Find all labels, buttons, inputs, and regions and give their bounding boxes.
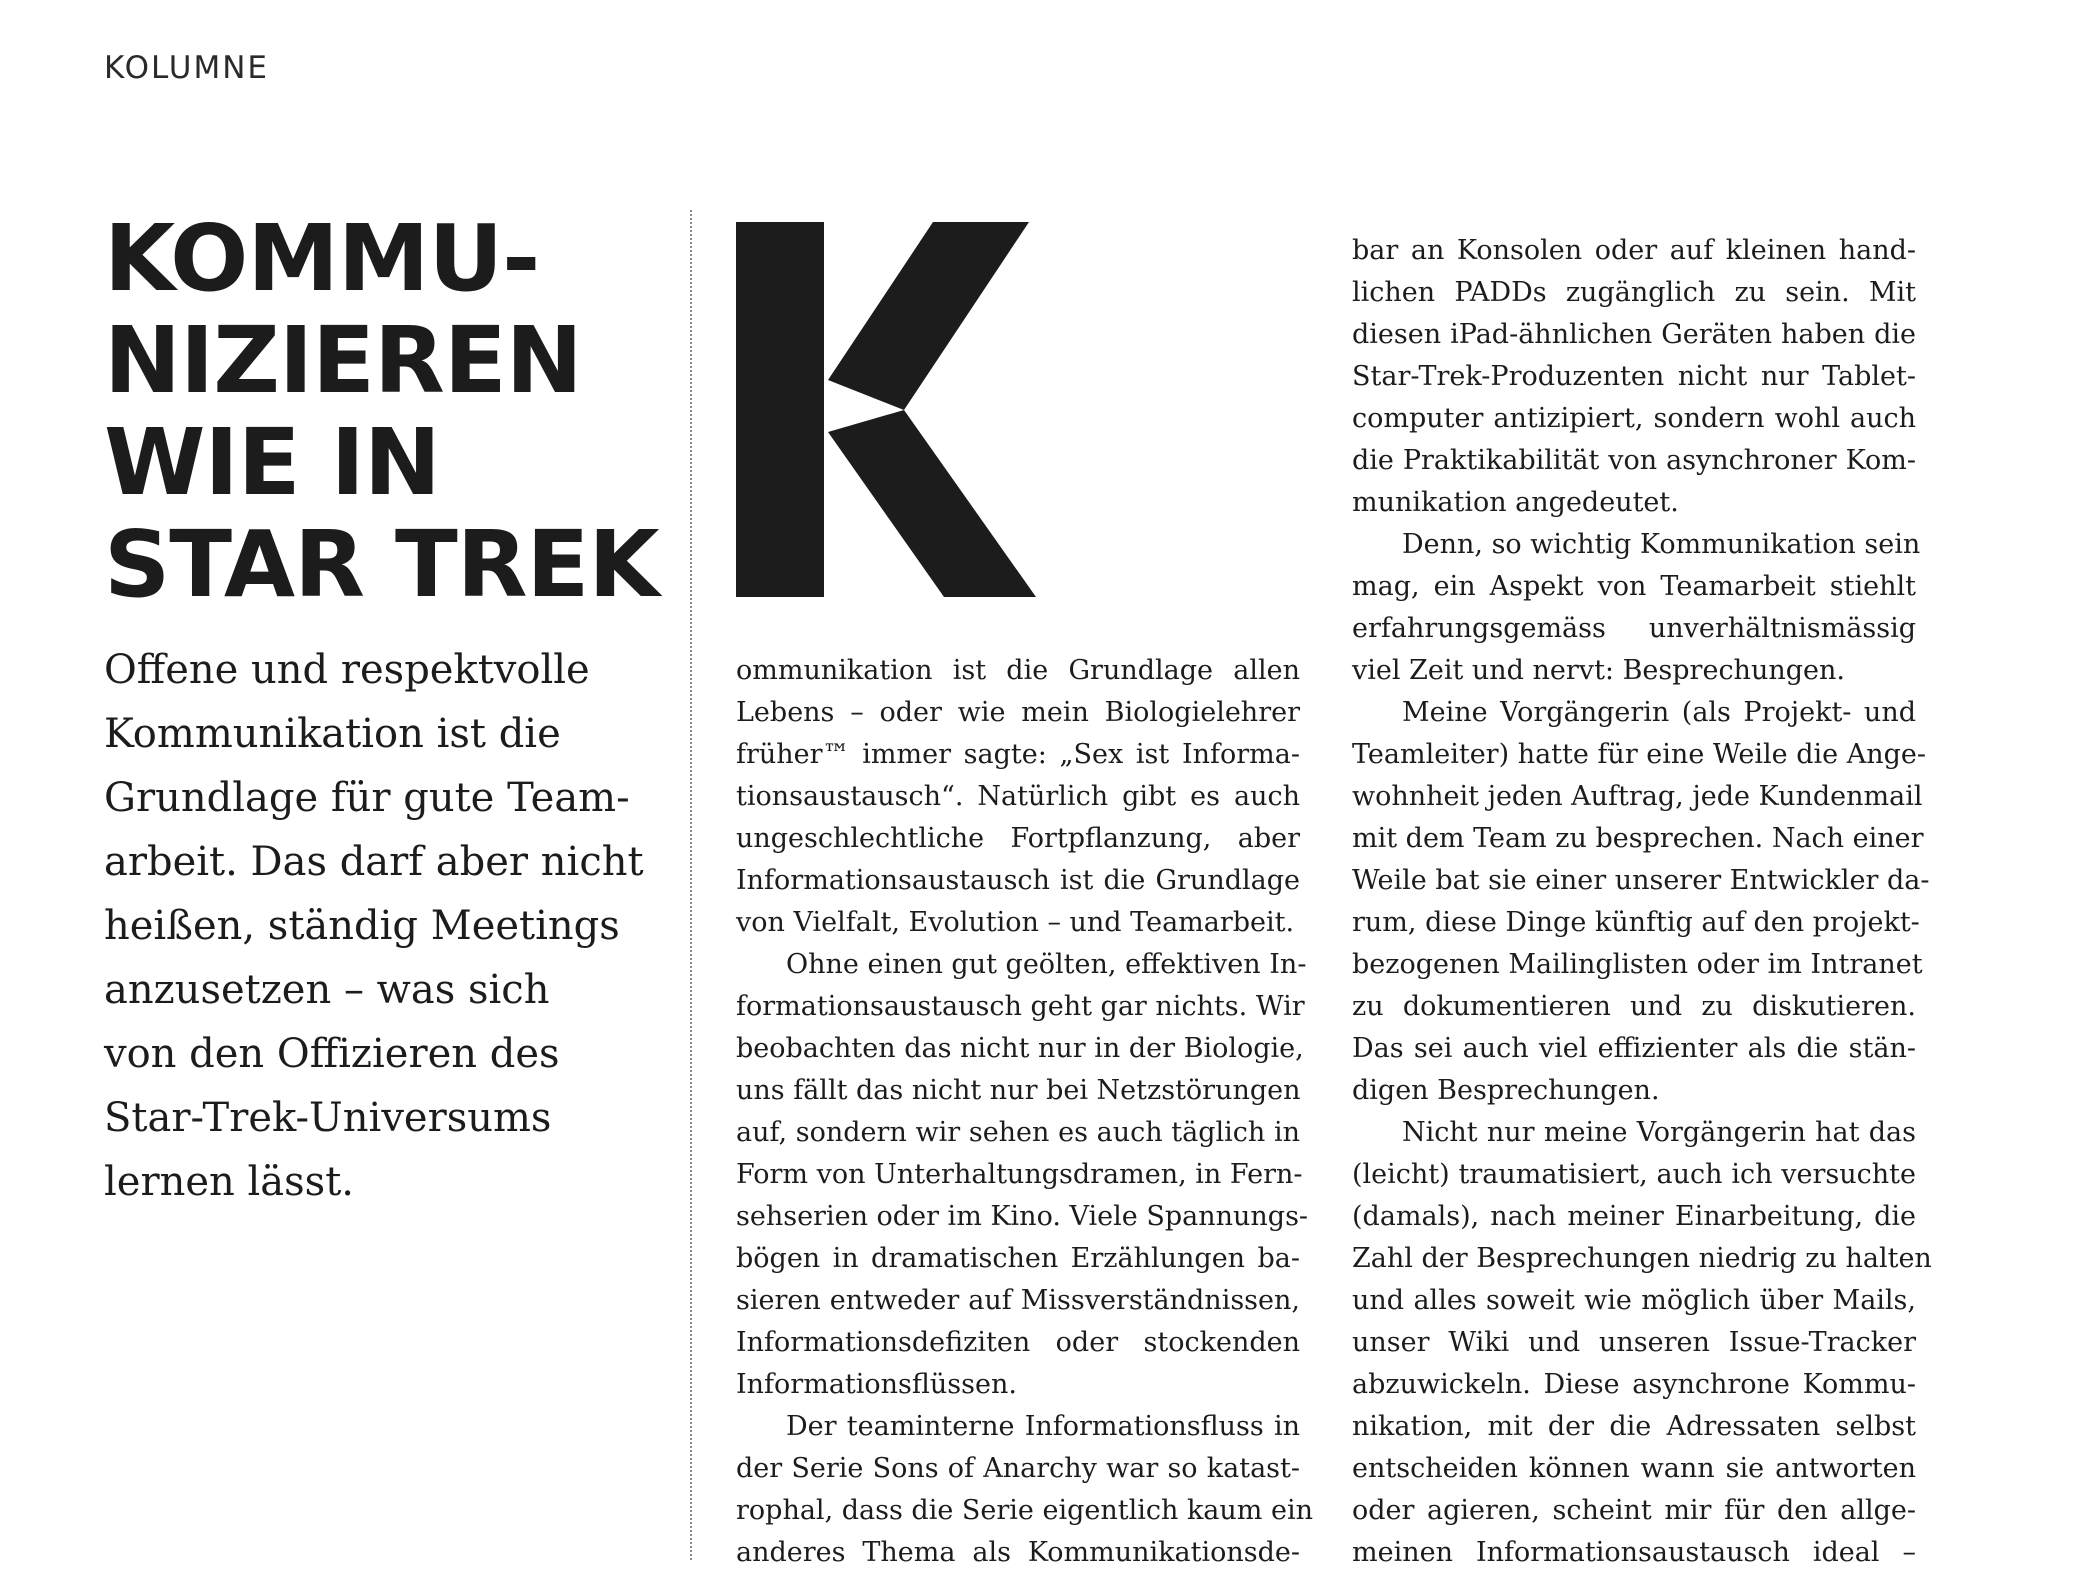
body-line: lichen PADDs zugänglich zu sein. Mit xyxy=(1352,277,1916,308)
body-line: auf, sondern wir sehen es auch täglich in xyxy=(736,1117,1300,1148)
body-line: abzuwickeln. Diese asynchrone Kommu- xyxy=(1352,1369,1916,1400)
lead-line: Kommunikation ist die xyxy=(104,711,561,757)
body-line: viel Zeit und nervt: Besprechungen. xyxy=(1352,655,1845,686)
lead-line: von den Offizieren des xyxy=(104,1031,560,1077)
body-line: der Serie Sons of Anarchy war so katast- xyxy=(736,1453,1300,1484)
body-line: digen Besprechungen. xyxy=(1352,1075,1660,1106)
body-line: tionsaustausch“. Natürlich gibt es auch xyxy=(736,781,1300,812)
body-line: Denn, so wichtig Kommunikation sein xyxy=(1402,529,1921,560)
body-line: nikation, mit der die Adressaten selbst xyxy=(1352,1411,1916,1442)
lead-line: heißen, ständig Meetings xyxy=(104,903,620,949)
body-line: Meine Vorgängerin (als Projekt- und xyxy=(1402,697,1916,728)
lead-line: lernen lässt. xyxy=(104,1159,354,1205)
article-headline xyxy=(104,205,684,618)
body-line: formationsaustausch geht gar nichts. Wir xyxy=(736,991,1305,1022)
body-line: Nicht nur meine Vorgängerin hat das xyxy=(1402,1117,1916,1148)
body-line: früher™ immer sagte: „Sex ist Informa- xyxy=(736,739,1300,770)
body-line: Informationsaustausch ist die Grundlage xyxy=(736,865,1300,896)
body-line: meinen Informationsaustausch ideal – xyxy=(1352,1537,1916,1568)
body-line: bezogenen Mailinglisten oder im Intranet xyxy=(1352,949,1923,980)
body-line: (leicht) traumatisiert, auch ich versuchte xyxy=(1352,1159,1916,1190)
body-line: Lebens – oder wie mein Biologielehrer xyxy=(736,697,1300,728)
lead-line: Star-Trek-Universums xyxy=(104,1095,552,1141)
body-line: munikation angedeutet. xyxy=(1352,487,1679,518)
body-line: bögen in dramatischen Erzählungen ba- xyxy=(736,1243,1300,1274)
body-line: oder agieren, scheint mir für den allge- xyxy=(1352,1495,1916,1526)
body-line: Weile bat sie einer unserer Entwickler da- xyxy=(1352,865,1930,896)
lead-line: anzusetzen – was sich xyxy=(104,967,550,1013)
body-line: Zahl der Besprechungen niedrig zu halten xyxy=(1352,1243,1932,1274)
section-label: KOLUMNE xyxy=(104,50,269,86)
body-line: beobachten das nicht nur in der Biologie, xyxy=(736,1033,1304,1064)
body-line: die Praktikabilität von asynchroner Kom- xyxy=(1352,445,1916,476)
article-lead xyxy=(104,638,664,1214)
body-line: Informationsflüssen. xyxy=(736,1369,1017,1400)
body-line: entscheiden können wann sie antworten xyxy=(1352,1453,1916,1484)
body-line: diesen iPad-ähnlichen Geräten haben die xyxy=(1352,319,1916,350)
body-line: Star-Trek-Produzenten nicht nur Tablet- xyxy=(1352,361,1916,392)
headline-line: WIE IN xyxy=(104,409,440,516)
body-line: rophal, dass die Serie eigentlich kaum ein xyxy=(736,1495,1313,1526)
body-line: Ohne einen gut geölten, effektiven In- xyxy=(786,949,1307,980)
drop-cap-k-glyph xyxy=(736,222,1036,597)
headline-line: STAR TREK xyxy=(104,511,659,618)
body-line: sieren entweder auf Missverständnissen, xyxy=(736,1285,1300,1316)
body-line: ungeschlechtliche Fortpflanzung, aber xyxy=(736,823,1300,854)
body-line: bar an Konsolen oder auf kleinen hand- xyxy=(1352,235,1916,266)
body-line: zu dokumentieren und zu diskutieren. xyxy=(1352,991,1916,1022)
lead-line: Offene und respektvolle xyxy=(104,647,590,693)
headline-line: KOMMU- xyxy=(104,205,540,312)
body-line: von Vielfalt, Evolution – und Teamarbeit. xyxy=(736,907,1295,938)
body-line: mag, ein Aspekt von Teamarbeit stiehlt xyxy=(1352,571,1916,602)
body-line: und alles soweit wie möglich über Mails, xyxy=(1352,1285,1916,1316)
body-line: mit dem Team zu besprechen. Nach einer xyxy=(1352,823,1924,854)
body-line: Teamleiter) hatte für eine Weile die Ange- xyxy=(1352,739,1926,770)
body-line: erfahrungsgemäss unverhältnismässig xyxy=(1352,613,1916,644)
body-line: Der teaminterne Informationsfluss in xyxy=(786,1411,1300,1442)
body-line: wohnheit jeden Auftrag, jede Kundenmail xyxy=(1352,781,1923,812)
body-line: anderes Thema als Kommunikationsde- xyxy=(736,1537,1300,1568)
body-line: Informationsdefiziten oder stockenden xyxy=(736,1327,1300,1358)
lead-line: Grundlage für gute Team- xyxy=(104,775,630,821)
body-line: uns fällt das nicht nur bei Netzstörungen xyxy=(736,1075,1301,1106)
body-column-middle xyxy=(736,650,1313,1574)
headline-line: NIZIEREN xyxy=(104,307,582,414)
body-line: computer antizipiert, sondern wohl auch xyxy=(1352,403,1916,434)
body-line: sehserien oder im Kino. Viele Spannungs- xyxy=(736,1201,1309,1232)
column-divider xyxy=(690,210,692,1560)
body-column-right xyxy=(1352,230,1932,1574)
body-line: Das sei auch viel effizienter als die stän- xyxy=(1352,1033,1916,1064)
body-line: Form von Unterhaltungsdramen, in Fern- xyxy=(736,1159,1303,1190)
body-line: rum, diese Dinge künftig auf den projekt- xyxy=(1352,907,1920,938)
body-line: (damals), nach meiner Einarbeitung, die xyxy=(1352,1201,1916,1232)
drop-cap xyxy=(736,222,1036,597)
body-line: unser Wiki und unseren Issue-Tracker xyxy=(1352,1327,1916,1358)
body-line: ommunikation ist die Grundlage allen xyxy=(736,655,1300,686)
lead-line: arbeit. Das darf aber nicht xyxy=(104,839,644,885)
